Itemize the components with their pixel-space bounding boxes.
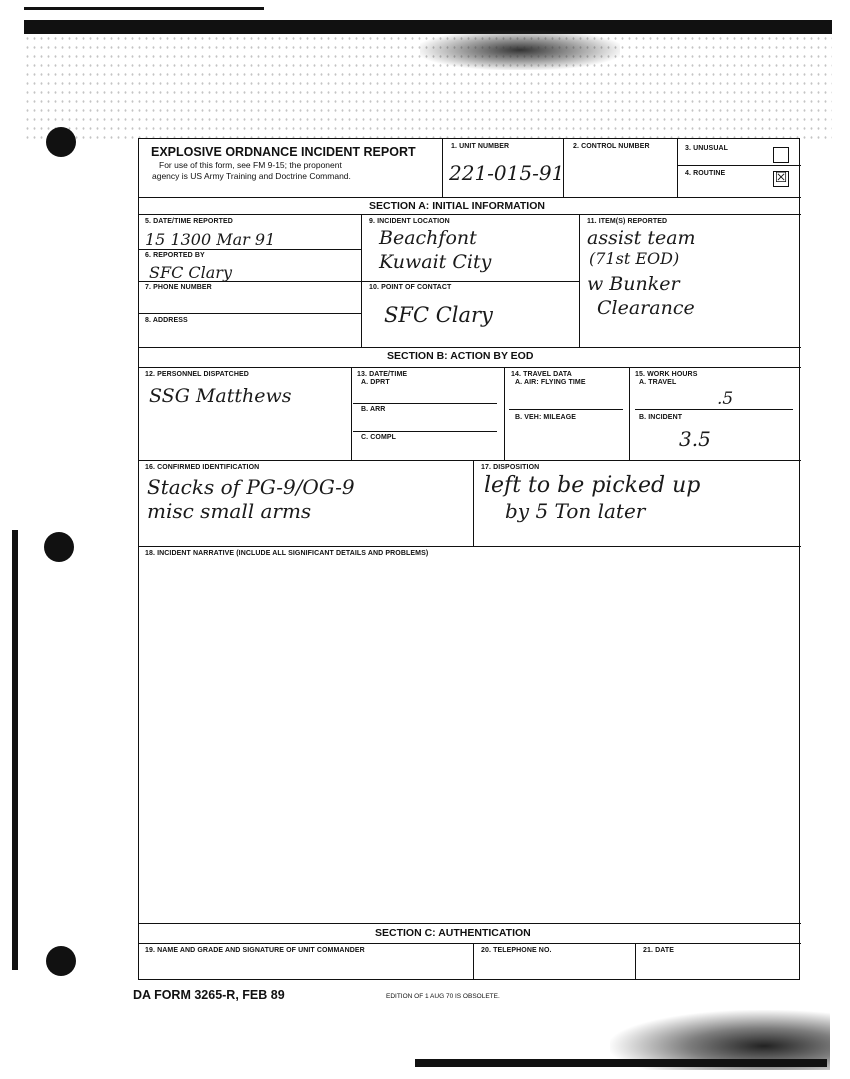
address-label: 8. ADDRESS: [145, 317, 188, 324]
scan-smudge-top: [420, 30, 620, 70]
incident-narrative-label: 18. INCIDENT NARRATIVE (INCLUDE ALL SIGNIFICANT DETAILS AND PROBLEMS): [145, 550, 429, 557]
date-field[interactable]: [643, 957, 793, 977]
section-c-title: SECTION C: AUTHENTICATION: [375, 927, 531, 939]
phone-number-label: 7. PHONE NUMBER: [145, 284, 212, 291]
dprt-label: A. DPRT: [361, 379, 390, 386]
items-reported-line3[interactable]: w Bunker: [587, 273, 680, 295]
unit-number-label: 1. UNIT NUMBER: [451, 143, 510, 150]
confirmed-identification-line2[interactable]: misc small arms: [147, 499, 312, 523]
telephone-label: 20. TELEPHONE NO.: [481, 947, 552, 954]
reported-by-label: 6. REPORTED BY: [145, 252, 205, 259]
disposition-label: 17. DISPOSITION: [481, 464, 540, 471]
unusual-label: 3. UNUSUAL: [685, 145, 729, 152]
scan-edge-left-bar: [12, 530, 18, 970]
date-time-reported-label: 5. DATE/TIME REPORTED: [145, 218, 233, 225]
air-flying-time-label: A. AIR: FLYING TIME: [515, 379, 586, 386]
edition-note: EDITION OF 1 AUG 70 IS OBSOLETE.: [386, 993, 500, 1000]
point-of-contact-label: 10. POINT OF CONTACT: [369, 284, 452, 291]
arr-label: B. ARR: [361, 406, 386, 413]
date-time-label: 13. DATE/TIME: [357, 371, 408, 378]
veh-mileage-label: B. VEH: MILEAGE: [515, 414, 577, 421]
reported-by-value[interactable]: SFC Clary: [149, 263, 232, 282]
routine-label: 4. ROUTINE: [685, 170, 726, 177]
control-number-label: 2. CONTROL NUMBER: [573, 143, 650, 150]
personnel-dispatched-value[interactable]: SSG Matthews: [149, 385, 292, 407]
form-subtitle-2: agency is US Army Training and Doctrine Command.: [152, 171, 351, 181]
items-reported-line1[interactable]: assist team: [587, 227, 696, 249]
personnel-dispatched-label: 12. PERSONNEL DISPATCHED: [145, 371, 249, 378]
confirmed-identification-label: 16. CONFIRMED IDENTIFICATION: [145, 464, 260, 471]
date-label: 21. DATE: [643, 947, 675, 954]
travel-data-label: 14. TRAVEL DATA: [511, 371, 572, 378]
incident-location-line1[interactable]: Beachfont: [379, 227, 477, 249]
travel-hours-value[interactable]: .5: [717, 389, 734, 409]
work-hours-label: 15. WORK HOURS: [635, 371, 698, 378]
confirmed-identification-line1[interactable]: Stacks of PG-9/OG-9: [147, 475, 355, 499]
items-reported-line4[interactable]: Clearance: [597, 297, 695, 319]
travel-hours-label: A. TRAVEL: [639, 379, 677, 386]
incident-narrative-area[interactable]: [145, 563, 793, 917]
compl-label: C. COMPL: [361, 434, 397, 441]
scan-edge-top-line: [24, 7, 264, 10]
routine-checkbox[interactable]: ☒: [774, 170, 788, 186]
incident-hours-label: B. INCIDENT: [639, 414, 683, 421]
telephone-field[interactable]: [481, 957, 629, 977]
disposition-line2[interactable]: by 5 Ton later: [505, 499, 646, 523]
commander-signature-label: 19. NAME AND GRADE AND SIGNATURE OF UNIT COMMANDER: [145, 947, 365, 954]
incident-report-form: [138, 138, 800, 980]
form-id: DA FORM 3265-R, FEB 89: [133, 988, 285, 1002]
form-title: EXPLOSIVE ORDNANCE INCIDENT REPORT: [151, 145, 416, 159]
scan-edge-bottom-band: [415, 1059, 827, 1067]
disposition-line1[interactable]: left to be picked up: [484, 473, 701, 498]
punch-hole-bottom: [46, 946, 76, 976]
commander-signature-field[interactable]: [145, 957, 467, 977]
punch-hole-middle: [44, 532, 74, 562]
punch-hole-top: [46, 127, 76, 157]
point-of-contact-value[interactable]: SFC Clary: [384, 303, 493, 327]
section-a-title: SECTION A: INITIAL INFORMATION: [369, 200, 545, 212]
items-reported-label: 11. ITEM(S) REPORTED: [587, 218, 668, 225]
incident-location-line2[interactable]: Kuwait City: [379, 251, 492, 273]
unusual-checkbox[interactable]: [773, 147, 789, 163]
date-time-reported-value[interactable]: 15 1300 Mar 91: [145, 230, 276, 249]
incident-location-label: 9. INCIDENT LOCATION: [369, 218, 450, 225]
form-subtitle-1: For use of this form, see FM 9-15; the proponent: [159, 160, 342, 170]
items-reported-line2[interactable]: (71st EOD): [589, 249, 680, 268]
incident-hours-value[interactable]: 3.5: [679, 427, 711, 451]
unit-number-value[interactable]: 221-015-91: [449, 161, 565, 185]
section-b-title: SECTION B: ACTION BY EOD: [387, 350, 534, 362]
